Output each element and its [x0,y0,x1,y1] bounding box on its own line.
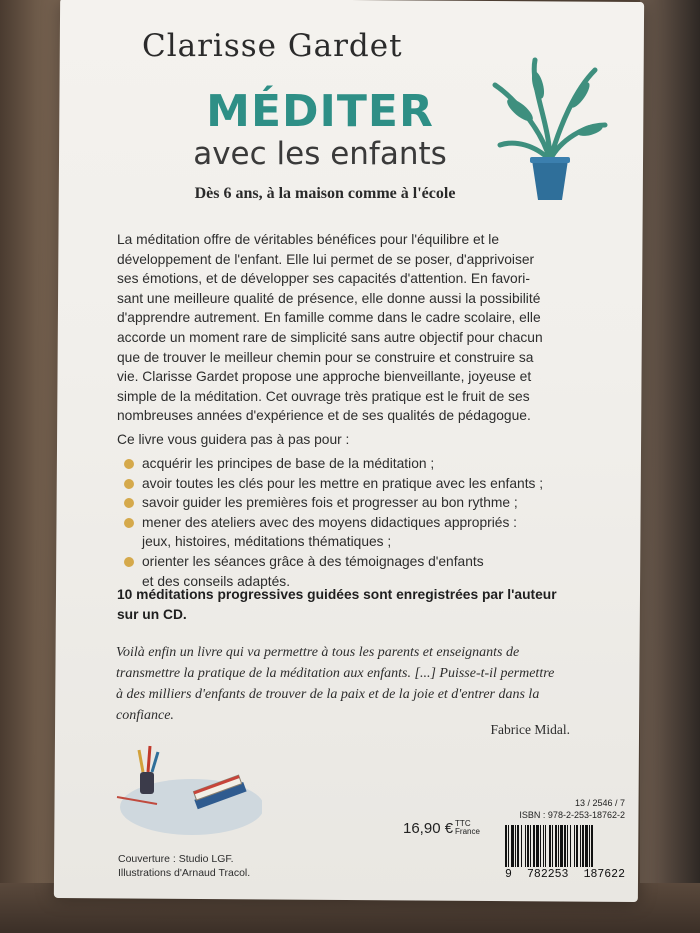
barcode-bar [552,825,553,867]
barcode-bar [521,825,522,867]
bullet-dot-icon [124,498,134,508]
bullet-dot-icon [124,518,134,528]
desk-pencil-cup-books-illustration [112,742,262,842]
catalog-code: 13 / 2546 / 7 [574,798,625,808]
quote-line: à des milliers d'enfants de trouver de la paix et de la joie et d'entrer dans la [116,687,540,702]
bullet-text: et des conseils adaptés. [142,573,291,589]
isbn: ISBN : 978-2-253-18762-2 [519,810,625,820]
description-line: d'apprendre autrement. En famille comme dans le cadre scolaire, elle [117,310,541,326]
bullet-text: orienter les séances grâce à des témoignages d'enfants [142,553,484,569]
credit-line: Illustrations d'Arnaud Tracol. [118,867,251,879]
barcode-digits [505,868,625,881]
barcode-bar [545,825,546,867]
barcode-bar [549,825,551,867]
price [403,820,503,837]
credits [118,852,318,880]
bullet-text: acquérir les principes de base de la méditation ; [142,456,435,471]
bullet-item [122,513,582,533]
bullet-dot-icon [124,459,134,469]
price-tax-bottom: France [455,827,480,836]
bullet-text: savoir guider les premières fois et progresser au bon rythme ; [142,495,518,511]
barcode-bar [558,825,559,867]
barcode-bar [508,825,509,867]
price-tax-top: TTC [455,819,471,828]
book-author: Clarisse Gardet [142,28,403,64]
description-line: sant une meilleure qualité de présence, elle donne aussi la possibilité [117,290,541,306]
description-paragraph [117,230,577,426]
bullet-item [122,493,582,513]
description-line: nombreuses années d'expérience et de ses qualités de pédagogue. [117,408,531,424]
description-line: simple de la méditation. Cet ouvrage très pratique est le fruit de ses [117,388,530,404]
bullet-item [122,474,582,494]
cd-note [117,585,587,625]
endorsement-quote [116,642,586,726]
bullet-dot-icon [124,479,134,489]
cd-note-line: sur un CD. [117,607,187,622]
barcode-bar [574,825,575,867]
barcode [505,825,623,867]
barcode-bar [580,825,581,867]
barcode-bar [582,825,584,867]
barcode-bar [515,825,516,867]
price-tax-note [455,820,480,836]
description-line: La méditation offre de véritables bénéfices pour l'équilibre et le [117,232,500,247]
description-line: ses émotions, et de développer ses capacités d'attention. En favori- [117,271,530,287]
barcode-bar [589,825,590,867]
barcode-bar [585,825,588,867]
bullet-item [122,552,582,572]
quote-author: Fabrice Midal. [490,722,570,737]
book-subtitle: avec les enfants [193,136,447,172]
barcode-bar [527,825,529,867]
barcode-bar [505,825,507,867]
bullet-text: mener des ateliers avec des moyens didactiques appropriés : [142,514,518,530]
barcode-bar [543,825,544,867]
barcode-bar [567,825,568,867]
barcode-bar [560,825,563,867]
barcode-bar [591,825,593,867]
quote-line: Voilà enfin un livre qui va permettre à tous les parents et enseignants de [116,645,520,660]
barcode-bar [525,825,526,867]
barcode-bar [564,825,566,867]
book-tagline: Dès 6 ans, à la maison comme à l'école [194,185,456,202]
barcode-bar [530,825,531,867]
potted-plant-illustration [490,55,610,205]
table-background-left [0,0,60,933]
barcode-digit-group: 782253 [527,868,569,881]
bullet-dot-icon [124,557,134,567]
barcode-block [505,797,625,881]
bullet-continuation [122,532,582,552]
barcode-digit-group: 9 [505,868,512,881]
guide-intro: Ce livre vous guidera pas à pas pour : [117,432,350,447]
description-line: vie. Clarisse Gardet propose une approche bienveillante, joyeuse et [117,369,532,385]
guide-bullet-list [122,454,582,591]
price-value: 16,90 € [403,820,454,837]
bullet-text: jeux, histoires, méditations thématiques ; [142,534,392,550]
barcode-bar [576,825,578,867]
table-background-right [640,0,700,933]
description-line: accorde un moment rare de simplicité sans autre objectif pour chacun [117,329,543,345]
quote-line: transmettre la pratique de la méditation aux enfants. [...] Puisse-t-il permettre [116,666,555,681]
barcode-bar [540,825,541,867]
cd-note-line: 10 méditations progressives guidées sont enregistrées par l'auteur [117,587,557,602]
description-line: que de trouver le meilleur chemin pour se construire et construire sa [117,349,534,365]
bullet-item [122,454,582,474]
credit-line: Couverture : Studio LGF. [118,853,234,865]
barcode-bar [536,825,539,867]
description-line: développement de l'enfant. Elle lui permet de se poser, d'apprivoiser [117,251,535,267]
barcode-bar [555,825,557,867]
barcode-bar [517,825,519,867]
barcode-bar [533,825,535,867]
barcode-digit-group: 187622 [583,868,625,881]
quote-line: confiance. [116,708,174,723]
barcode-bar [570,825,571,867]
book-title: MÉDITER [206,86,434,137]
barcode-bar [511,825,514,867]
bullet-text: avoir toutes les clés pour les mettre en pratique avec les enfants ; [142,475,544,491]
